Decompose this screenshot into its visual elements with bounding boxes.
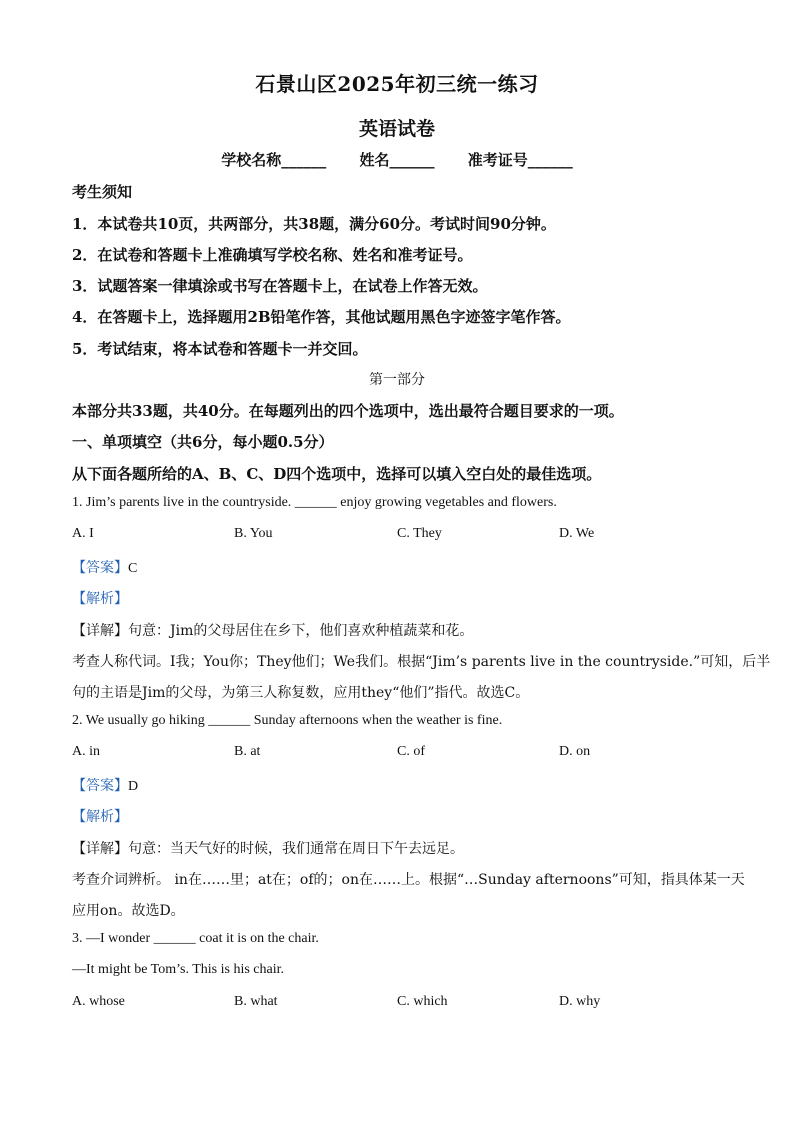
option-b: B. You — [234, 526, 273, 541]
question-stem: 1. Jim’s parents live in the countryside. ______ enjoy growing vegetables and flowers. — [72, 495, 557, 510]
student-name-field: 姓名______ — [359, 151, 435, 169]
notice-item: 4．在答题卡上，选择题用2B铅笔作答，其他试题用黑色字迹签字笔作答。 — [72, 308, 571, 326]
option-a: A. I — [72, 526, 94, 541]
question-stem: 2. We usually go hiking ______ Sunday afternoons when the weather is fine. — [72, 713, 503, 728]
question-stem: 3. —I wonder ______ coat it is on the chair. — [72, 931, 319, 946]
option-a: A. in — [72, 744, 100, 759]
answer-line — [72, 557, 734, 577]
exam-subtitle: 英语试卷 — [358, 118, 435, 140]
option-d: D. why — [559, 994, 601, 1009]
detail-text: 句意：Jim的父母居住在乡下，他们喜欢种植蔬菜和花。 — [128, 623, 474, 639]
explanation-line: 考查人称代词。I我；You你；They他们；We我们。根据“Jim’s parents live in the countryside.”可知，后半 — [72, 654, 771, 670]
answer-line — [72, 775, 734, 795]
explanation-line: 应用on。故选D。 — [72, 903, 185, 919]
section-title: 一、单项填空（共6分，每小题0.5分） — [72, 433, 334, 451]
exam-title: 石景山区2025年初三统一练习 — [255, 72, 539, 96]
detail-text: 句意：当天气好的时候，我们通常在周日下午去远足。 — [128, 841, 464, 857]
option-c: C. of — [397, 744, 425, 759]
notice-item: 5．考试结束，将本试卷和答题卡一并交回。 — [72, 340, 368, 358]
explanation-line: 句的主语是Jim的父母，为第三人称复数，应用they“他们”指代。故选C。 — [72, 685, 530, 701]
detail-label: 【详解】 — [72, 841, 128, 857]
exam-id-field: 准考证号______ — [467, 151, 573, 169]
answer-label: 【答案】 — [72, 778, 128, 794]
option-c: C. which — [397, 994, 448, 1009]
detail-line — [72, 620, 734, 640]
analysis-label: 【解析】 — [72, 591, 128, 607]
answer-value: C — [128, 561, 138, 576]
detail-line — [72, 838, 734, 858]
question-stem-line-2: —It might be Tom’s. This is his chair. — [72, 962, 285, 977]
notice-item: 3．试题答案一律填涂或书写在答题卡上，在试卷上作答无效。 — [72, 277, 488, 295]
notice-item: 2．在试卷和答题卡上准确填写学校名称、姓名和准考证号。 — [72, 246, 473, 264]
part-intro: 本部分共33题，共40分。在每题列出的四个选项中，选出最符合题目要求的一项。 — [72, 402, 624, 420]
analysis-label: 【解析】 — [72, 809, 128, 825]
notice-item: 1．本试卷共10页，共两部分，共38题，满分60分。考试时间90分钟。 — [72, 215, 556, 233]
explanation-line: 考查介词辨析。 in在……里；at在；of的；on在……上。根据“…Sunday afternoons”可知，指具体某一天 — [72, 872, 745, 888]
detail-label: 【详解】 — [72, 623, 128, 639]
option-b: B. what — [234, 994, 278, 1009]
answer-label: 【答案】 — [72, 560, 128, 576]
option-b: B. at — [234, 744, 261, 759]
option-d: D. on — [559, 744, 591, 759]
option-a: A. whose — [72, 994, 125, 1009]
school-name-field: 学校名称______ — [221, 151, 327, 169]
option-d: D. We — [559, 526, 595, 541]
answer-value: D — [128, 779, 139, 794]
part-heading: 第一部分 — [369, 372, 425, 388]
student-info-row — [0, 149, 794, 170]
notice-heading: 考生须知 — [72, 183, 133, 201]
section-instruction: 从下面各题所给的A、B、C、D四个选项中，选择可以填入空白处的最佳选项。 — [72, 465, 602, 483]
option-c: C. They — [397, 526, 442, 541]
